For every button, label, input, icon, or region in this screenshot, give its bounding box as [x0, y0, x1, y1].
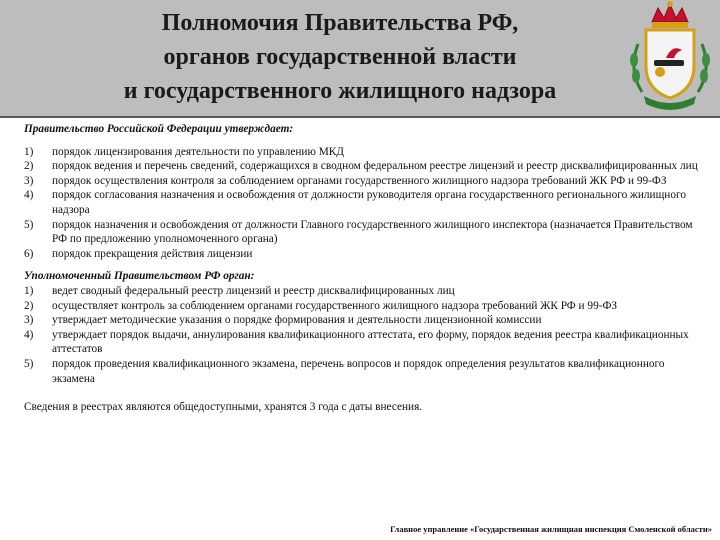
footer-organization: Главное управление «Государственная жилищная инспекция Смоленской области»	[390, 524, 712, 534]
list-item: 6) порядок прекращения действия лицензии	[24, 247, 253, 260]
title-line-3: и государственного жилищного надзора	[123, 78, 557, 104]
registry-note: Сведения в реестрах являются общедоступными, хранятся 3 года с даты внесения.	[24, 401, 423, 414]
list-item: 4) порядок согласования назначения и освобождения от должности руководителя органа государственного регионального жилищного надзора	[24, 189, 686, 216]
list-item: 3) утверждает методические указания о порядке формирования и деятельности лицензионной комиссии	[24, 314, 542, 327]
coat-of-arms-icon	[622, 0, 718, 112]
list-item: 1) порядок лицензирования деятельности по управлению МКД	[24, 145, 344, 158]
title-line-2: органов государственной власти	[163, 44, 517, 70]
list-item: 2) порядок ведения и перечень сведений, содержащихся в сводном федеральном реестре лицензий и реестр дисквалифицированных лиц	[24, 160, 698, 173]
list-item: 3) порядок осуществления контроля за соблюдением органами государственного жилищного надзора требований ЖК РФ и 99-ФЗ	[24, 174, 667, 187]
content	[24, 120, 700, 415]
title-line-1: Полномочия Правительства РФ,	[161, 10, 519, 36]
list-item: 2) осуществляет контроль за соблюдением органами государственного жилищного надзора требований ЖК РФ и 99-ФЗ	[24, 299, 618, 312]
section1-heading: Правительство Российской Федерации утверждает:	[24, 123, 294, 135]
list-item: 5) порядок назначения и освобождения от должности Главного государственного жилищного инспектора (назначается Правительством РФ по предложению уполномоченного органа)	[24, 218, 693, 246]
section2-list	[24, 284, 700, 386]
list-item: 4) утверждает порядок выдачи, аннулирования квалификационного аттестата, его форму, порядок ведения реестра квалификационных аттестатов	[24, 328, 689, 356]
list-item: 1) ведет сводный федеральный реестр лицензий и реестр дисквалифицированных лиц	[24, 284, 455, 297]
title-bar	[0, 0, 720, 118]
section1-list	[24, 145, 700, 262]
page-title	[60, 6, 620, 108]
list-item: 5) порядок проведения квалификационного экзамена, перечень вопросов и порядок определения результатов квалификационного экзамена	[24, 357, 665, 385]
section2-heading: Уполномоченный Правительством РФ орган:	[24, 270, 255, 283]
